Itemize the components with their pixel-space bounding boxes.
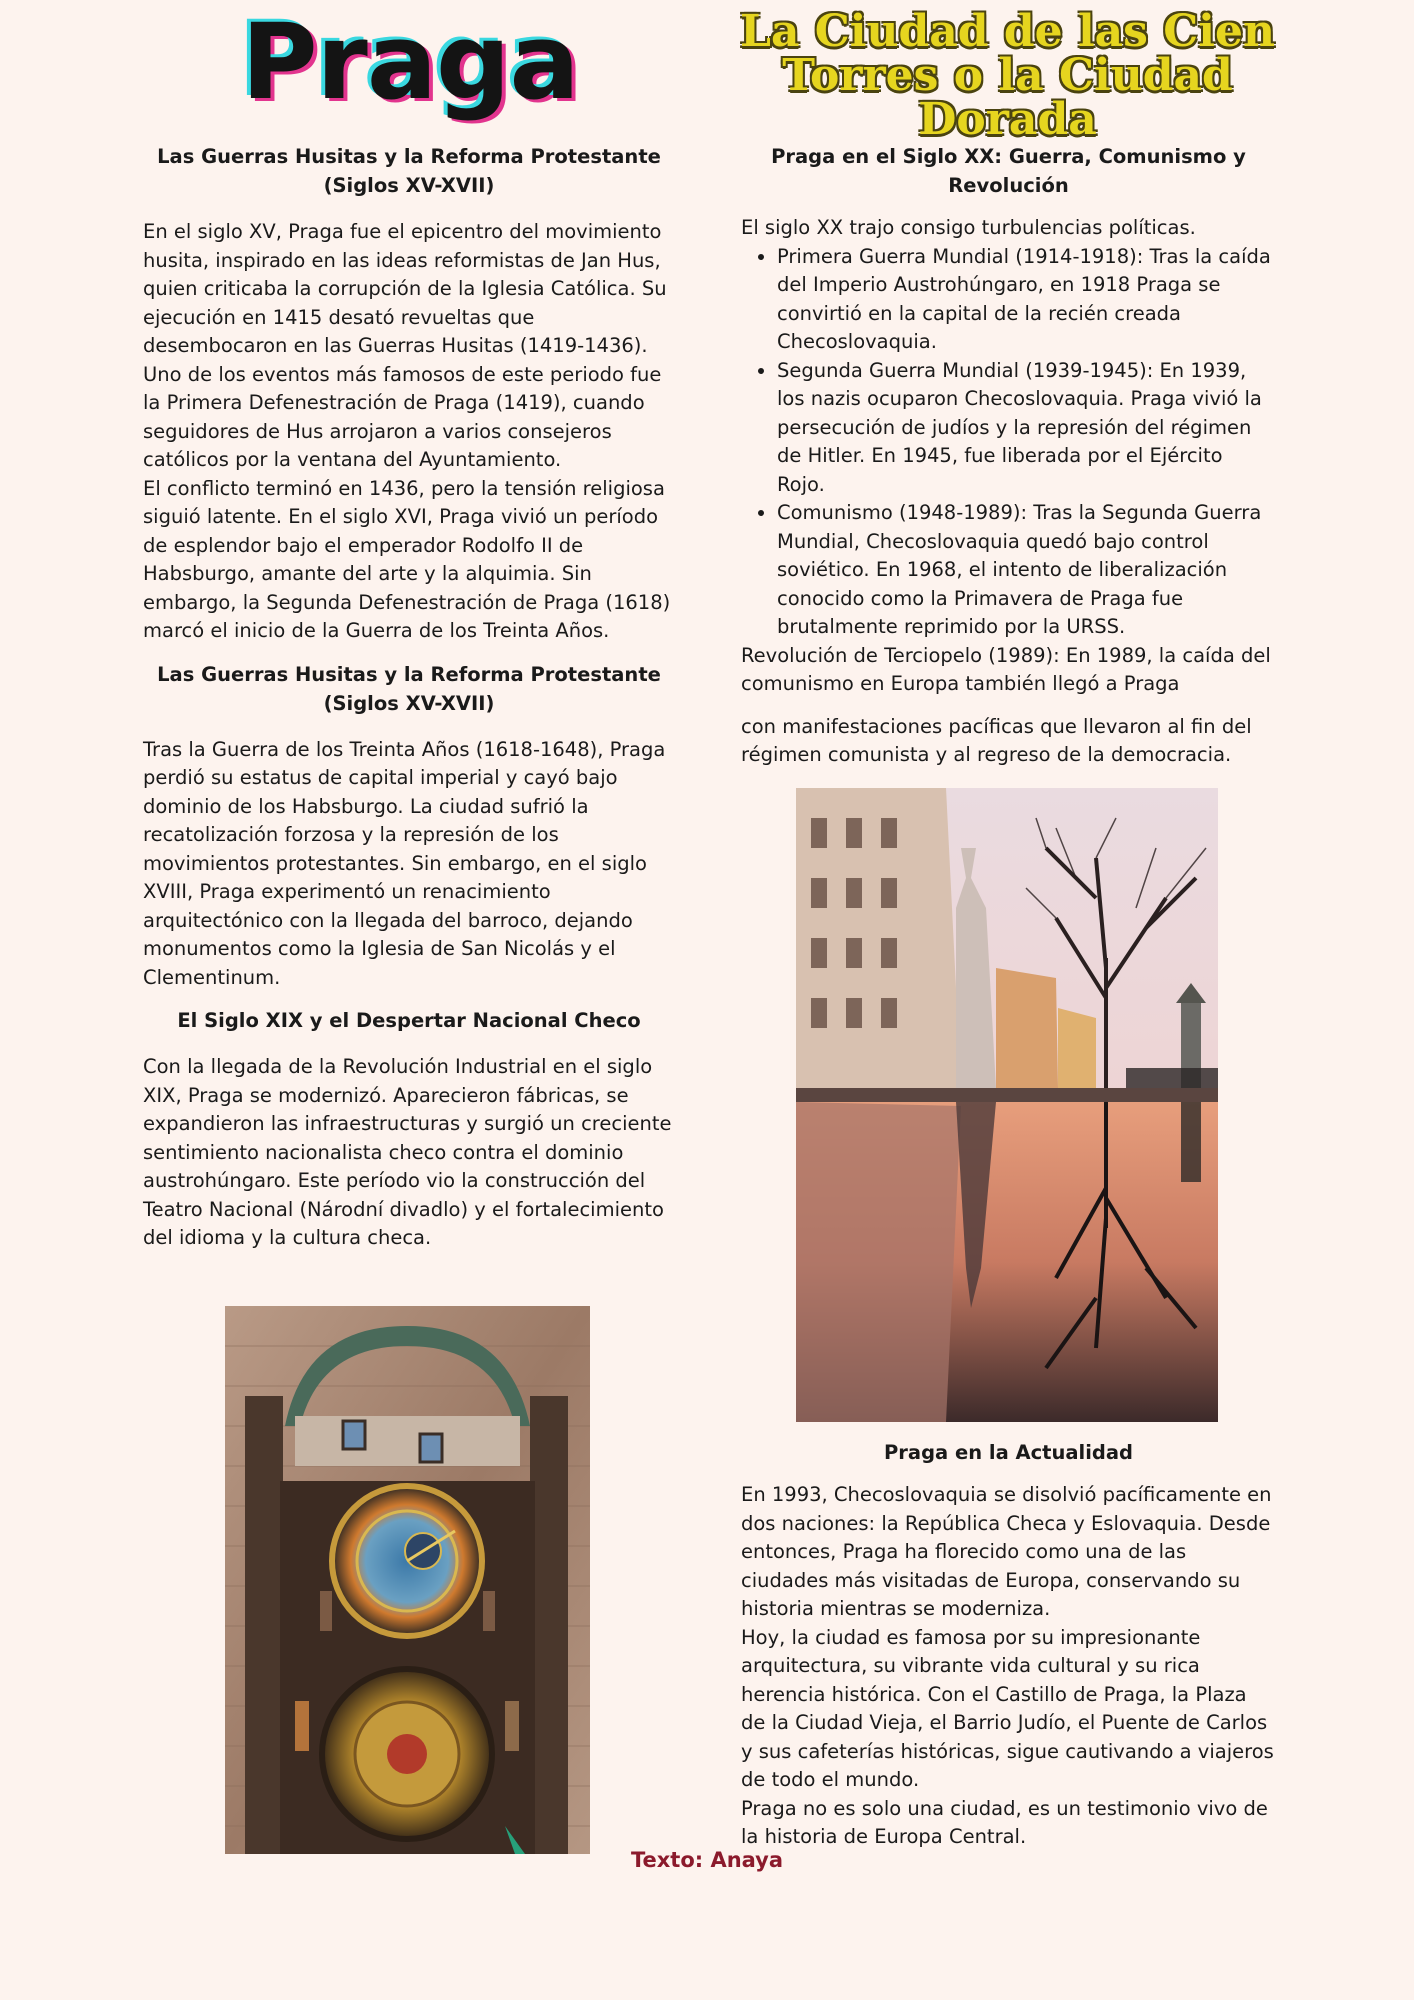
paragraph: El conflicto terminó en 1436, pero la tensión religiosa siguió latente. En el siglo XVI, Praga vivió un período de esplendor bajo el emperador Rodolfo II de Habsburgo, amante del arte y la alquimia. Sin embargo, la Segunda Defenestración de Praga (1618) marcó el inicio de la Guerra de los Treinta Años. <box>143 476 671 642</box>
main-title: Praga <box>241 1 579 123</box>
list-item: • Primera Guerra Mundial (1914-1918): Tras la caída del Imperio Austrohúngaro, en 1918 Praga se convirtió en la capital de la recién creada Checoslovaquia. <box>777 243 1276 357</box>
list-item: • Comunismo (1948-1989): Tras la Segunda Guerra Mundial, Checoslovaquia quedó bajo control soviético. En 1968, el intento de liberalización conocido como la Primavera de Praga fue brutalmente reprimido por la URSS. <box>777 499 1276 642</box>
left-column <box>143 142 675 1253</box>
subtitle: La Ciudad de las Cien Torres o la Ciudad Dorada <box>740 6 1275 145</box>
section-heading: El Siglo XIX y el Despertar Nacional Checo <box>177 1009 641 1032</box>
section-heading: Praga en el Siglo XX: Guerra, Comunismo y Revolución <box>771 145 1246 197</box>
credit-text: Texto: Anaya <box>630 1848 784 1872</box>
right-column <box>741 142 1276 770</box>
paragraph: En el siglo XV, Praga fue el epicentro del movimiento husita, inspirado en las ideas reformistas de Jan Hus, quien criticaba la corrupción de la Iglesia Católica. Su ejecución en 1415 desató revueltas que desembocaron en las Guerras Husitas (1419-1436). Uno de los eventos más famosos de este periodo fue la Primera Defenestración de Praga (1419), cuando seguidores de Hus arrojaron a varios consejeros católicos por la ventana del Ayuntamiento. <box>143 220 667 471</box>
paragraph: Con la llegada de la Revolución Industrial en el siglo XIX, Praga se modernizó. Aparecieron fábricas, se expandieron las infraestructuras y surgió un creciente sentimiento nacionalista checo contra el dominio austrohúngaro. Este período vio la construcción del Teatro Nacional (Národní divadlo) y el fortalecimiento del idioma y la cultura checa. <box>143 1055 672 1249</box>
paragraph: Hoy, la ciudad es famosa por su impresionante arquitectura, su vibrante vida cultural y su rica herencia histórica. Con el Castillo de Praga, la Plaza de la Ciudad Vieja, el Barrio Judío, el Puente de Carlos y sus cafeterías históricas, sigue cautivando a viajeros de todo el mundo. <box>741 1625 1274 1791</box>
section-heading: Las Guerras Husitas y la Reforma Protestante (Siglos XV-XVII) <box>157 145 661 197</box>
right-column-lower <box>741 1438 1276 1852</box>
bullet-list <box>741 243 1276 642</box>
paragraph: En 1993, Checoslovaquia se disolvió pacíficamente en dos naciones: la República Checa y Eslovaquia. Desde entonces, Praga ha florecido como una de las ciudades más visitadas de Europa, conservando su historia mientras se moderniza. <box>741 1483 1272 1620</box>
list-item: • Segunda Guerra Mundial (1939-1945): En 1939, los nazis ocuparon Checoslovaquia. Praga vivió la persecución de judíos y la represión del régimen de Hitler. En 1945, fue liberada por el Ejército Rojo. <box>777 357 1276 500</box>
astronomical-clock-photo <box>225 1306 590 1854</box>
prague-street-reflection-photo <box>796 788 1218 1422</box>
paragraph: Revolución de Terciopelo (1989): En 1989, la caída del comunismo en Europa también llegó a Praga <box>741 643 1271 695</box>
paragraph: El siglo XX trajo consigo turbulencias políticas. <box>741 216 1196 239</box>
paragraph: con manifestaciones pacíficas que llevaron al fin del régimen comunista y al regreso de la democracia. <box>741 714 1252 766</box>
paragraph: Praga no es solo una ciudad, es un testimonio vivo de la historia de Europa Central. <box>741 1796 1268 1848</box>
section-heading: Praga en la Actualidad <box>884 1441 1133 1464</box>
paragraph: Tras la Guerra de los Treinta Años (1618-1648), Praga perdió su estatus de capital imperial y cayó bajo dominio de los Habsburgo. La ciudad sufrió la recatolización forzosa y la represión de los movimientos protestantes. Sin embargo, en el siglo XVIII, Praga experimentó un renacimiento arquitectónico con la llegada del barroco, dejando monumentos como la Iglesia de San Nicolás y el Clementinum. <box>143 737 666 989</box>
section-heading: Las Guerras Husitas y la Reforma Protestante (Siglos XV-XVII) <box>157 662 661 715</box>
